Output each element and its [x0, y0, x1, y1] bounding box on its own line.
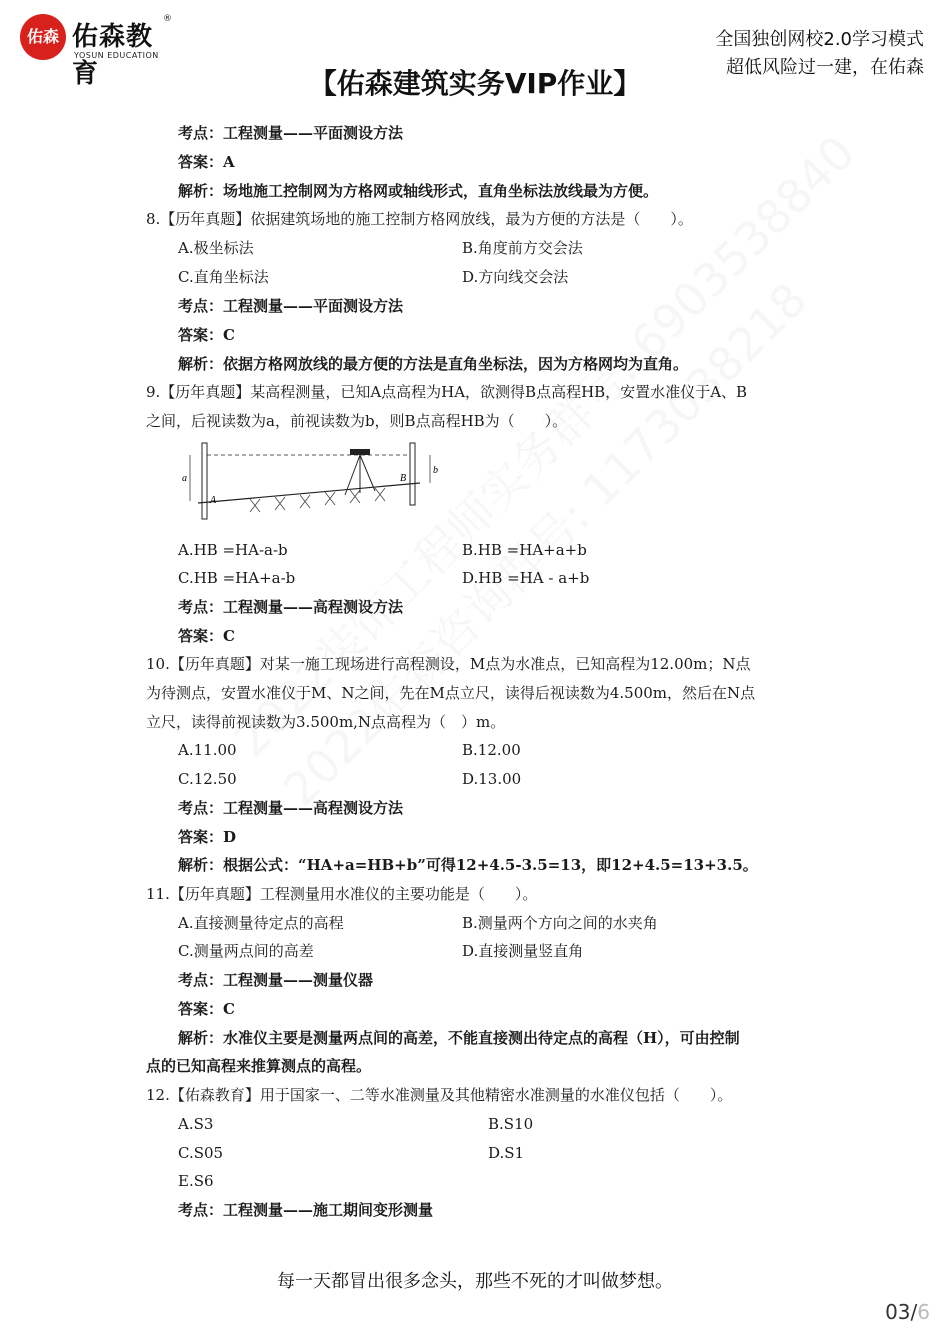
document-title: 【佑森建筑实务VIP作业】	[308, 67, 642, 100]
q8-option-a: A.极坐标法	[178, 239, 254, 257]
q8-stem: 8.【历年真题】依据建筑场地的施工控制方格网放线，最为方便的方法是（ ）。	[146, 210, 693, 228]
ground-hatching	[250, 488, 385, 512]
logo-english: YOSUN EDUCATION	[74, 51, 159, 60]
q10-stem-line-3: 立尺，读得前视读数为3.500m,N点高程为（ ）m。	[146, 713, 506, 731]
q10-analysis: 解析：根据公式：“HA+a=HB+b”可得12+4.5-3.5=13，即12+4.5=13+3.5。	[178, 856, 758, 874]
logo-badge: 佑森	[20, 14, 66, 60]
q7-answer: 答案：A	[178, 153, 235, 171]
q10-stem-line-2: 为待测点，安置水准仪于M、N之间，先在M点立尺，读得后视读数为4.500m，然后在N点	[146, 684, 756, 702]
page-total: 6	[917, 1300, 930, 1324]
q12-option-c: C.S05	[178, 1144, 224, 1162]
q9-stem-line-1: 9.【历年真题】某高程测量，已知A点高程为HA，欲测得B点高程HB，安置水准仪于A、B	[146, 383, 748, 401]
label-point-B: B	[400, 473, 407, 484]
logo	[20, 14, 172, 89]
q11-option-c: C.测量两点间的高差	[178, 942, 314, 960]
q8-answer: 答案：C	[178, 326, 235, 344]
q8-option-d: D.方向线交会法	[462, 268, 569, 286]
label-a: a	[182, 473, 187, 484]
q12-stem: 12.【佑森教育】用于国家一、二等水准测量及其他精密水准测量的水准仪包括（ ）。	[146, 1086, 733, 1104]
q9-topic: 考点：工程测量——高程测设方法	[178, 598, 404, 616]
q10-option-c: C.12.50	[178, 770, 237, 788]
q9-option-c: C.HB =HA+a-b	[178, 569, 296, 587]
registered-mark: ®	[163, 14, 172, 24]
q12-option-e: E.S6	[178, 1172, 214, 1190]
q10-option-d: D.13.00	[462, 770, 522, 788]
q8-option-c: C.直角坐标法	[178, 268, 269, 286]
q10-stem-line-1: 10.【历年真题】对某一施工现场进行高程测设，M点为水准点，已知高程为12.00m；N点	[146, 655, 751, 673]
q9-option-b: B.HB =HA+a+b	[462, 541, 587, 559]
q11-option-b: B.测量两个方向之间的水夹角	[462, 914, 658, 932]
leveling-diagram	[180, 437, 440, 525]
slogan-line-1: 全国独创网校2.0学习模式	[715, 29, 924, 50]
q11-analysis-line-1: 解析：水准仪主要是测量两点间的高差，不能直接测出待定点的高程（H），可由控制	[178, 1029, 740, 1047]
q11-answer: 答案：C	[178, 1000, 235, 1018]
q9-option-d: D.HB =HA - a+b	[462, 569, 590, 587]
q10-answer: 答案：D	[178, 828, 237, 846]
q10-topic: 考点：工程测量——高程测设方法	[178, 799, 404, 817]
q7-analysis: 解析：场地施工控制网为方格网或轴线形式，直角坐标法放线最为方便。	[178, 182, 659, 200]
logo-name: 佑森教育	[72, 22, 154, 89]
q8-topic: 考点：工程测量——平面测设方法	[178, 297, 404, 315]
page-number	[885, 1300, 930, 1324]
label-b: b	[433, 465, 438, 476]
q12-option-d: D.S1	[488, 1144, 525, 1162]
q7-topic: 考点：工程测量——平面测设方法	[178, 124, 404, 142]
q8-analysis: 解析：依据方格网放线的最方便的方法是直角坐标法，因为方格网均为直角。	[178, 355, 689, 373]
q12-topic: 考点：工程测量——施工期间变形测量	[178, 1201, 434, 1219]
footer-motto: 每一天都冒出很多念头，那些不死的才叫做梦想。	[277, 1271, 673, 1292]
q10-option-b: B.12.00	[462, 741, 521, 759]
q11-option-d: D.直接测量竖直角	[462, 942, 584, 960]
q11-topic: 考点：工程测量——测量仪器	[178, 971, 374, 989]
label-point-A: A	[210, 495, 217, 506]
q9-stem-line-2: 之间，后视读数为a，前视读数为b，则B点高程HB为（ ）。	[146, 412, 568, 430]
q9-option-a: A.HB =HA-a-b	[178, 541, 288, 559]
q9-answer: 答案：C	[178, 627, 235, 645]
page-current: 03/	[885, 1300, 918, 1324]
slogan-line-2: 超低风险过一建，在佑森	[726, 57, 924, 78]
q11-option-a: A.直接测量待定点的高程	[178, 914, 344, 932]
q11-analysis-line-2: 点的已知高程来推算测点的高程。	[146, 1057, 372, 1075]
q8-option-b: B.角度前方交会法	[462, 239, 583, 257]
q10-option-a: A.11.00	[178, 741, 237, 759]
q12-option-a: A.S3	[178, 1115, 214, 1133]
q12-option-b: B.S10	[488, 1115, 534, 1133]
q11-stem: 11.【历年真题】工程测量用水准仪的主要功能是（ ）。	[146, 885, 538, 903]
